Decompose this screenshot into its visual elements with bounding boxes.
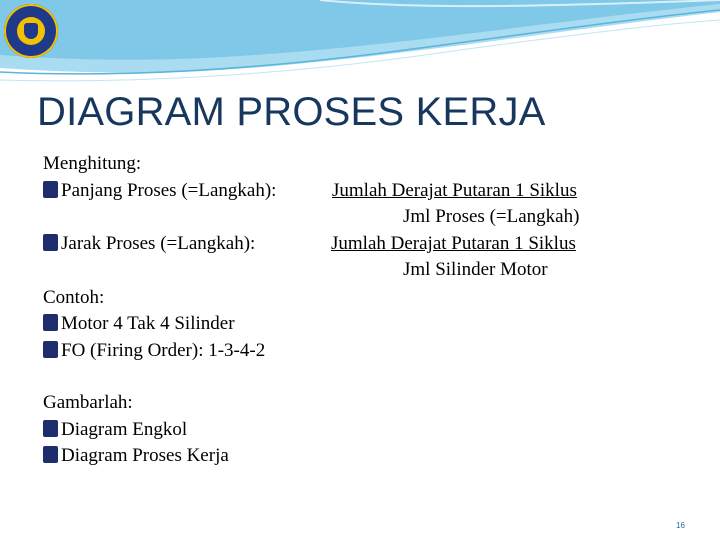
bullet-glyph-icon <box>43 314 58 331</box>
bullet-glyph-icon <box>43 341 58 358</box>
header-decoration <box>0 0 720 90</box>
list-item-jarak-proses <box>43 232 255 256</box>
list-item-panjang-proses <box>43 179 276 203</box>
list-item <box>43 312 235 336</box>
fraction-numerator: Jumlah Derajat Putaran 1 Siklus <box>331 233 576 254</box>
page-number: 16 <box>676 521 685 530</box>
university-seal-icon <box>4 4 58 58</box>
bullet-glyph-icon <box>43 181 58 198</box>
heading-gambarlah: Gambarlah: <box>43 392 133 413</box>
fraction-denominator: Jml Silinder Motor <box>403 259 548 280</box>
bullet-glyph-icon <box>43 420 58 437</box>
bullet-glyph-icon <box>43 234 58 251</box>
list-item <box>43 444 229 468</box>
slide-title: DIAGRAM PROSES KERJA <box>37 90 546 134</box>
heading-contoh: Contoh: <box>43 287 105 308</box>
item-text: Motor 4 Tak 4 Silinder <box>61 313 235 334</box>
item-text: Diagram Engkol <box>61 419 188 440</box>
bullet-glyph-icon <box>43 446 58 463</box>
list-item <box>43 339 265 363</box>
fraction-denominator: Jml Proses (=Langkah) <box>403 206 580 227</box>
item-text: FO (Firing Order): 1-3-4-2 <box>61 340 266 361</box>
item-label: Panjang Proses (=Langkah): <box>61 180 277 201</box>
fraction-numerator: Jumlah Derajat Putaran 1 Siklus <box>332 180 577 201</box>
item-label: Jarak Proses (=Langkah): <box>61 233 256 254</box>
list-item <box>43 418 187 442</box>
heading-menghitung: Menghitung: <box>43 153 142 174</box>
item-text: Diagram Proses Kerja <box>61 445 229 466</box>
